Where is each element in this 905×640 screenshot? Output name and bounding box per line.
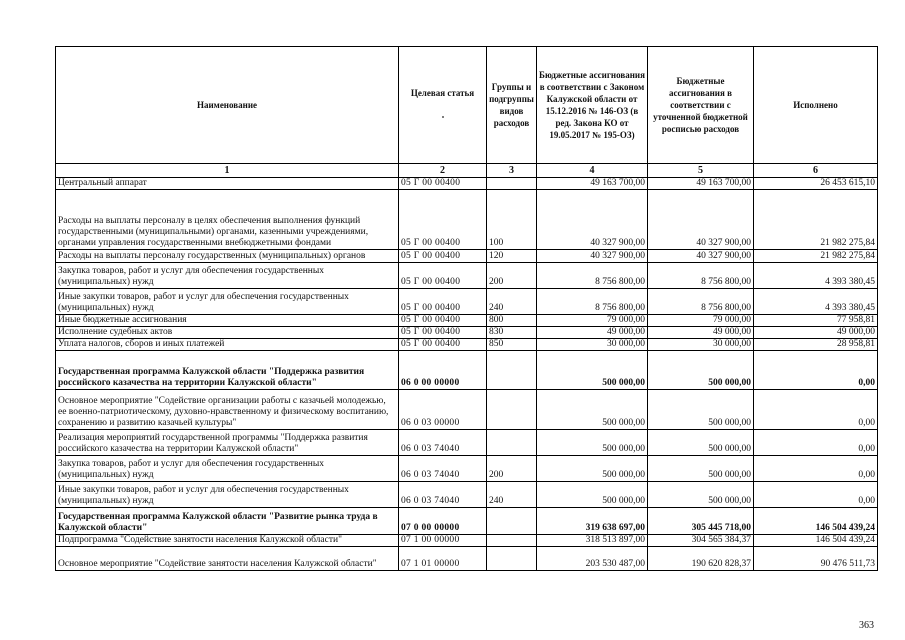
row-group-code: 240 — [487, 482, 537, 508]
row-value-executed: 90 476 511,73 — [754, 547, 878, 571]
row-target-code: 05 Г 00 00400 — [399, 178, 487, 190]
row-name: Государственная программа Калужской области "Развитие рынка труда в Калужской области" — [56, 508, 399, 535]
row-target-code: 05 Г 00 00400 — [399, 315, 487, 327]
row-value-law: 500 000,00 — [537, 430, 648, 456]
row-value-refined: 500 000,00 — [648, 390, 754, 430]
row-name: Реализация мероприятий государственной программы "Поддержка развития российского казачества на территории Калужской области" — [56, 430, 399, 456]
row-name: Подпрограмма "Содействие занятости населения Калужской области" — [56, 535, 399, 547]
budget-table — [55, 46, 878, 571]
row-group-code: 850 — [487, 339, 537, 351]
row-group-code — [487, 535, 537, 547]
header-target-mark — [401, 99, 484, 123]
column-number-row — [56, 164, 878, 178]
row-group-code — [487, 390, 537, 430]
row-group-code: 240 — [487, 289, 537, 315]
row-value-refined: 79 000,00 — [648, 315, 754, 327]
row-value-executed: 146 504 439,24 — [754, 508, 878, 535]
row-value-executed: 28 958,81 — [754, 339, 878, 351]
table-row — [56, 547, 878, 571]
row-group-code: 100 — [487, 190, 537, 250]
row-target-code: 05 Г 00 00400 — [399, 339, 487, 351]
row-target-code: 05 Г 00 00400 — [399, 263, 487, 289]
row-value-law: 318 513 897,00 — [537, 535, 648, 547]
row-value-executed: 0,00 — [754, 390, 878, 430]
table-row — [56, 190, 878, 250]
table-row — [56, 456, 878, 482]
row-target-code: 06 0 03 74040 — [399, 456, 487, 482]
table-row — [56, 289, 878, 315]
row-value-law: 49 000,00 — [537, 327, 648, 339]
col-number: 5 — [648, 164, 754, 178]
row-group-code — [487, 178, 537, 190]
row-name: Государственная программа Калужской области "Поддержка развития российского казачества на территории Калужской области" — [56, 351, 399, 390]
row-group-code: 120 — [487, 250, 537, 263]
row-value-executed: 4 393 380,45 — [754, 289, 878, 315]
row-target-code: 06 0 00 00000 — [399, 351, 487, 390]
row-value-law: 203 530 487,00 — [537, 547, 648, 571]
row-group-code: 800 — [487, 315, 537, 327]
row-value-executed: 26 453 615,10 — [754, 178, 878, 190]
row-value-refined: 49 000,00 — [648, 327, 754, 339]
row-name: Иные закупки товаров, работ и услуг для обеспечения государственных (муниципальных) нужд — [56, 482, 399, 508]
row-value-law: 8 756 800,00 — [537, 289, 648, 315]
row-target-code: 07 1 01 00000 — [399, 547, 487, 571]
row-group-code — [487, 547, 537, 571]
row-value-executed: 146 504 439,24 — [754, 535, 878, 547]
row-value-refined: 8 756 800,00 — [648, 289, 754, 315]
header-groups: Группы и подгруппы видов расходов — [487, 47, 537, 164]
row-value-law: 500 000,00 — [537, 390, 648, 430]
col-number: 6 — [754, 164, 878, 178]
header-target-label: Целевая статья — [410, 88, 475, 98]
row-target-code: 07 0 00 00000 — [399, 508, 487, 535]
row-value-law: 500 000,00 — [537, 482, 648, 508]
row-target-code: 06 0 03 00000 — [399, 390, 487, 430]
row-value-executed: 77 958,81 — [754, 315, 878, 327]
row-value-refined: 500 000,00 — [648, 351, 754, 390]
table-row — [56, 482, 878, 508]
row-name: Иные бюджетные ассигнования — [56, 315, 399, 327]
row-group-code: 200 — [487, 263, 537, 289]
row-value-refined: 500 000,00 — [648, 430, 754, 456]
row-target-code: 05 Г 00 00400 — [399, 190, 487, 250]
col-number: 1 — [56, 164, 399, 178]
row-name: Уплата налогов, сборов и иных платежей — [56, 339, 399, 351]
row-name: Расходы на выплаты персоналу государственных (муниципальных) органов — [56, 250, 399, 263]
row-value-executed: 4 393 380,45 — [754, 263, 878, 289]
table-row — [56, 390, 878, 430]
table-row — [56, 327, 878, 339]
table-body — [56, 178, 878, 571]
page-number: 363 — [859, 620, 874, 631]
row-value-refined: 49 163 700,00 — [648, 178, 754, 190]
col-number: 2 — [399, 164, 487, 178]
row-value-executed: 0,00 — [754, 482, 878, 508]
table-row — [56, 339, 878, 351]
row-target-code: 07 1 00 00000 — [399, 535, 487, 547]
row-value-executed: 0,00 — [754, 456, 878, 482]
row-value-law: 40 327 900,00 — [537, 190, 648, 250]
row-group-code — [487, 508, 537, 535]
row-value-refined: 40 327 900,00 — [648, 190, 754, 250]
row-value-refined: 30 000,00 — [648, 339, 754, 351]
table-row — [56, 535, 878, 547]
row-value-executed: 21 982 275,84 — [754, 190, 878, 250]
table-row — [56, 508, 878, 535]
row-name: Исполнение судебных актов — [56, 327, 399, 339]
row-group-code: 830 — [487, 327, 537, 339]
row-value-executed: 0,00 — [754, 351, 878, 390]
row-target-code: 05 Г 00 00400 — [399, 250, 487, 263]
col-number: 3 — [487, 164, 537, 178]
row-value-law: 8 756 800,00 — [537, 263, 648, 289]
row-value-executed: 0,00 — [754, 430, 878, 456]
header-target — [399, 47, 487, 164]
row-value-refined: 190 620 828,37 — [648, 547, 754, 571]
row-value-law: 500 000,00 — [537, 456, 648, 482]
row-value-law: 49 163 700,00 — [537, 178, 648, 190]
row-value-law: 319 638 697,00 — [537, 508, 648, 535]
row-value-refined: 305 445 718,00 — [648, 508, 754, 535]
header-col6: Исполнено — [754, 47, 878, 164]
table-row — [56, 351, 878, 390]
scan-dot — [442, 116, 444, 118]
row-name: Иные закупки товаров, работ и услуг для обеспечения государственных (муниципальных) нужд — [56, 289, 399, 315]
row-value-law: 79 000,00 — [537, 315, 648, 327]
header-col5: Бюджетные ассигнования в соответствии с уточненной бюджетной росписью расходов — [648, 47, 754, 164]
row-value-law: 500 000,00 — [537, 351, 648, 390]
row-name: Центральный аппарат — [56, 178, 399, 190]
row-group-code — [487, 351, 537, 390]
row-value-executed: 49 000,00 — [754, 327, 878, 339]
col-number: 4 — [537, 164, 648, 178]
row-value-law: 40 327 900,00 — [537, 250, 648, 263]
row-target-code: 06 0 03 74040 — [399, 430, 487, 456]
header-name: Наименование — [56, 47, 399, 164]
table-row — [56, 263, 878, 289]
row-value-refined: 500 000,00 — [648, 456, 754, 482]
row-value-refined: 40 327 900,00 — [648, 250, 754, 263]
header-col4: Бюджетные ассигнования в соответствии с Законом Калужской области от 15.12.2016 № 146-ОЗ (в ред. Закона КО от 19.05.2017 № 195-ОЗ) — [537, 47, 648, 164]
row-name: Основное мероприятие "Содействие организации работы с казачьей молодежью, ее военно-патриотическому, духовно-нравственному и физическому воспитанию, сохранению и развитию казачьей культуры" — [56, 390, 399, 430]
row-value-refined: 8 756 800,00 — [648, 263, 754, 289]
row-target-code: 06 0 03 74040 — [399, 482, 487, 508]
header-row — [56, 47, 878, 164]
row-value-executed: 21 982 275,84 — [754, 250, 878, 263]
table-row — [56, 178, 878, 190]
table-row — [56, 430, 878, 456]
row-name: Закупка товаров, работ и услуг для обеспечения государственных (муниципальных) нужд — [56, 263, 399, 289]
row-name: Закупка товаров, работ и услуг для обеспечения государственных (муниципальных) нужд — [56, 456, 399, 482]
row-target-code: 05 Г 00 00400 — [399, 327, 487, 339]
row-target-code: 05 Г 00 00400 — [399, 289, 487, 315]
row-group-code — [487, 430, 537, 456]
row-value-refined: 500 000,00 — [648, 482, 754, 508]
row-value-law: 30 000,00 — [537, 339, 648, 351]
table-row — [56, 250, 878, 263]
table-row — [56, 315, 878, 327]
row-group-code: 200 — [487, 456, 537, 482]
row-name: Основное мероприятие "Содействие занятости населения Калужской области" — [56, 547, 399, 571]
row-name: Расходы на выплаты персоналу в целях обеспечения выполнения функций государственными (муниципальными) органами, казенными учреждениями, органами управления государственными внебюджетными фондами — [56, 190, 399, 250]
row-value-refined: 304 565 384,37 — [648, 535, 754, 547]
